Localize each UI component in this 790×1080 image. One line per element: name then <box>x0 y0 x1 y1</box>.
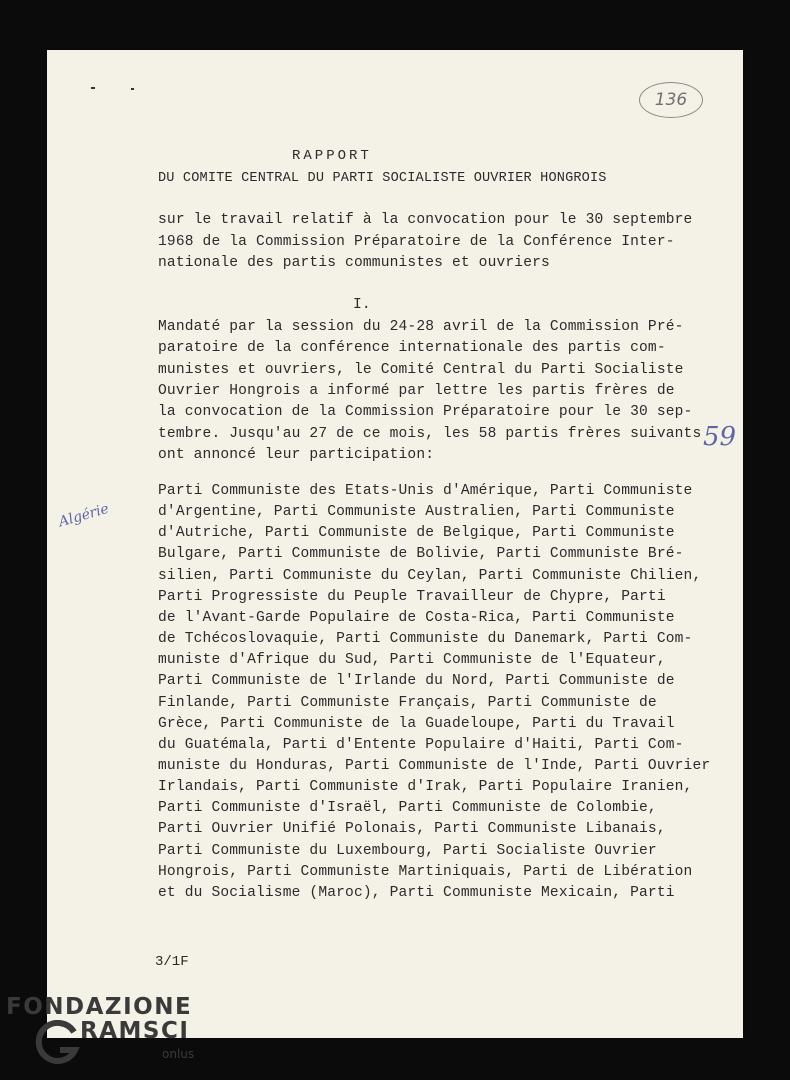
mandate-line: munistes et ouvriers, le Comité Central du Parti Socialiste <box>158 361 684 378</box>
intro-line: 1968 de la Commission Préparatoire de la Conférence Inter- <box>158 233 675 250</box>
parties-line: de Tchécoslovaquie, Parti Communiste du Danemark, Parti Com- <box>158 631 693 648</box>
parties-line: du Guatémala, Parti d'Entente Populaire d'Haiti, Parti Com- <box>158 736 684 753</box>
parties-line: muniste du Honduras, Parti Communiste de l'Inde, Parti Ouvrier <box>158 757 711 774</box>
document-number: 3/1F <box>155 954 189 970</box>
report-subtitle: DU COMITE CENTRAL DU PARTI SOCIALISTE OUVRIER HONGROIS <box>158 171 607 186</box>
watermark-line1: FONDAZIONE <box>6 994 193 1020</box>
report-title: RAPPORT <box>292 148 372 164</box>
parties-line: d'Autriche, Parti Communiste de Belgique, Parti Communiste <box>158 525 675 542</box>
parties-line: Parti Communiste des Etats-Unis d'Amérique, Parti Communiste <box>158 483 693 499</box>
handwritten-count: 59 <box>703 422 737 452</box>
parties-line: de l'Avant-Garde Populaire de Costa-Rica, Parti Communiste <box>158 609 675 626</box>
parties-line: Irlandais, Parti Communiste d'Irak, Parti Populaire Iranien, <box>158 779 693 796</box>
section-number: I. <box>353 297 371 313</box>
parties-line: Bulgare, Parti Communiste de Bolivie, Parti Communiste Bré- <box>158 546 684 563</box>
handwritten-margin-note: Algérie <box>57 500 111 531</box>
mandate-line: la convocation de la Commission Préparatoire pour le 30 sep- <box>158 404 693 421</box>
document-page <box>47 50 743 1038</box>
parties-line: Parti Ouvrier Unifié Polonais, Parti Communiste Libanais, <box>158 821 666 838</box>
folio-number: 136 <box>639 82 703 118</box>
parties-line: Parti Communiste du Luxembourg, Parti Socialiste Ouvrier <box>158 842 657 859</box>
parties-line: Parti Progressiste du Peuple Travailleur de Chypre, Parti <box>158 588 666 605</box>
parties-line: Parti Communiste d'Israël, Parti Communiste de Colombie, <box>158 800 657 817</box>
parties-line: silien, Parti Communiste du Ceylan, Parti Communiste Chilien, <box>158 567 702 584</box>
parties-line: et du Socialisme (Maroc), Parti Communiste Mexicain, Parti <box>158 884 675 901</box>
mandate-line: ont annoncé leur participation: <box>158 446 435 463</box>
intro-line: sur le travail relatif à la convocation pour le 30 septembre <box>158 212 693 228</box>
punch-mark <box>131 88 134 90</box>
intro-line: nationale des partis communistes et ouvriers <box>158 255 550 271</box>
mandate-line: Ouvrier Hongrois a informé par lettre les partis frères de <box>158 382 675 399</box>
mandate-line: tembre. Jusqu'au 27 de ce mois, les 58 partis frères suivants <box>158 425 702 442</box>
punch-mark <box>91 87 95 89</box>
parties-line: Parti Communiste de l'Irlande du Nord, Parti Communiste de <box>158 673 675 690</box>
parties-line: Grèce, Parti Communiste de la Guadeloupe, Parti du Travail <box>158 715 675 732</box>
parties-line: Hongrois, Parti Communiste Martiniquais, Parti de Libération <box>158 863 693 880</box>
mandate-line: paratoire de la conférence internationale des partis com- <box>158 340 666 357</box>
watermark-suffix: onlus <box>162 1047 195 1061</box>
watermark-line2: RAMSCI <box>80 1018 190 1044</box>
mandate-line: Mandaté par la session du 24-28 avril de la Commission Pré- <box>158 319 684 335</box>
parties-line: d'Argentine, Parti Communiste Australien, Parti Communiste <box>158 504 675 521</box>
parties-line: muniste d'Afrique du Sud, Parti Communiste de l'Equateur, <box>158 652 666 669</box>
fondazione-logo-icon <box>34 1020 80 1066</box>
archive-watermark <box>0 990 200 1080</box>
parties-line: Finlande, Parti Communiste Français, Parti Communiste de <box>158 694 657 711</box>
